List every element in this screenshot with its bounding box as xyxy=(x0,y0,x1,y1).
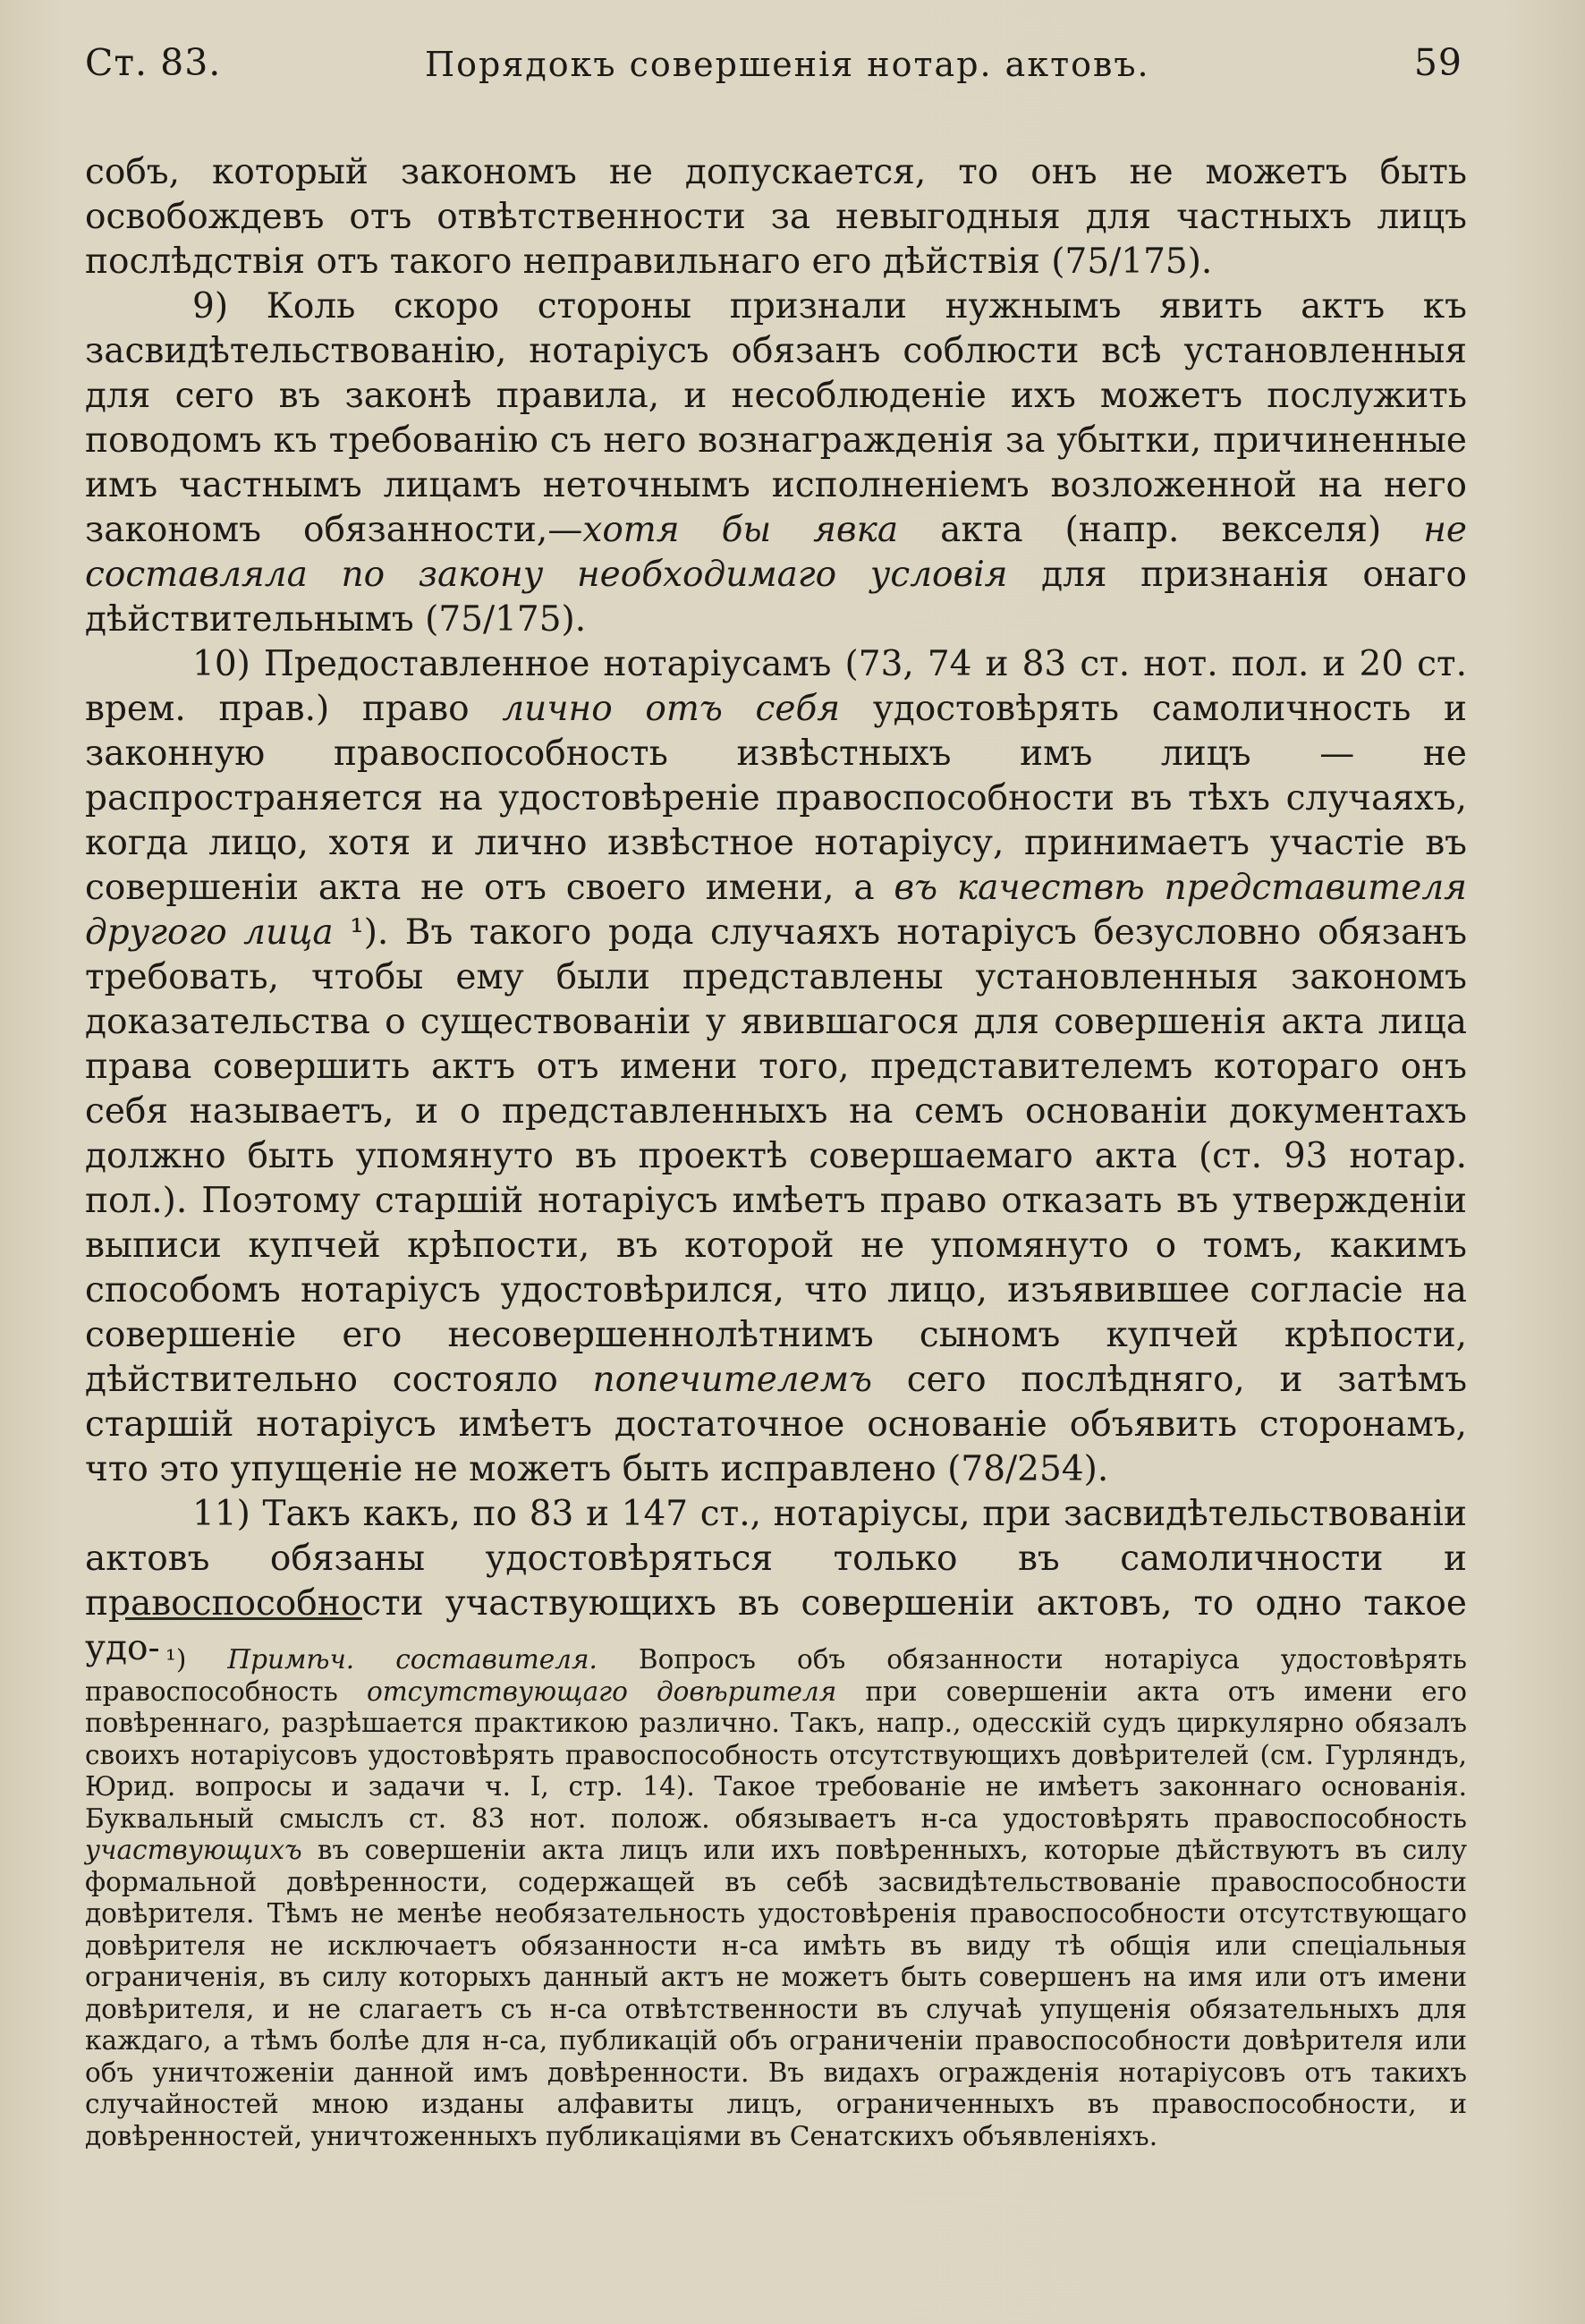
text-run: Вопросъ объ обязанности нотаріуса удостовѣрять правоспособность xyxy=(85,1644,1467,1707)
footnote-paragraph xyxy=(85,1644,1467,2152)
article-reference: Ст. 83. xyxy=(85,41,222,84)
text-run: для признанія онаго дѣйствительнымъ (75/175). xyxy=(85,555,1467,640)
italic-text: попечителемъ xyxy=(592,1360,873,1400)
text-run: удостовѣрять самоличность и законную правоспособность извѣстныхъ имъ лицъ — не распространяется на удостовѣреніе правоспособности въ тѣхъ случаяхъ, когда лицо, хотя и лично извѣстное нотаріусу, принимаетъ участіе въ совершеніи акта не отъ своего имени, а xyxy=(85,689,1468,908)
text-run: 10) Предоставленное нотаріусамъ (73, 74 и 83 ст. нот. пол. и 20 ст. врем. прав.) право xyxy=(85,644,1467,729)
footnote-separator xyxy=(125,1617,362,1620)
italic-text: лично отъ себя xyxy=(502,689,841,729)
paragraph xyxy=(85,284,1467,642)
italic-text: хотя бы явка xyxy=(582,510,899,550)
text-run: ¹). Въ такого рода случаяхъ нотаріусъ безусловно обязанъ требовать, чтобы ему были представлены установленныя закономъ доказательства о существованіи у явившагося для совершенія акта лица права совершить актъ отъ имени того, представителемъ котораго онъ себя называетъ, и о представленныхъ на семъ основаніи документахъ должно быть упомянуто въ проектѣ совершаемаго акта (ст. 93 нотар. пол.). Поэтому старшій нотаріусъ имѣетъ право отказать въ утвержденіи выписи купчей крѣпости, въ которой не упомянуто о томъ, какимъ способомъ нотаріусъ удостовѣрился, что лицо, изъявившее согласіе на совершеніе его несовершеннолѣтнимъ сыномъ купчей крѣпости, дѣйствительно состояло xyxy=(85,912,1468,1400)
text-run: ¹) xyxy=(165,1644,228,1675)
italic-text: Примѣч. составителя. xyxy=(227,1644,598,1675)
text-run: сего послѣдняго, и затѣмъ старшій нотаріусъ имѣетъ достаточное основаніе объявить сторонамъ, что это упущеніе не можетъ быть исправлено (78/254). xyxy=(85,1360,1468,1489)
text-run: 9) Коль скоро стороны признали нужнымъ явить актъ къ засвидѣтельствованію, нотаріусъ обязанъ соблюсти всѣ установленныя для сего въ законѣ правила, и несоблюденіе ихъ можетъ послужить поводомъ къ требованію съ него вознагражденія за убытки, причиненные имъ частнымъ лицамъ неточнымъ исполненіемъ возложенной на него закономъ обязанности,— xyxy=(85,286,1467,550)
paragraph xyxy=(85,150,1467,284)
italic-text: не составляла по закону необходимаго условія xyxy=(85,510,1467,595)
running-header xyxy=(85,32,1462,95)
page-number: 59 xyxy=(1413,41,1462,84)
text-run: собъ, который закономъ не допускается, то онъ не можетъ быть освобождевъ отъ отвѣтственности за невыгодныя для частныхъ лицъ послѣдствія отъ такого неправильнаго его дѣйствія (75/175). xyxy=(85,152,1467,282)
main-text xyxy=(85,150,1467,1671)
text-run: акта (напр. векселя) xyxy=(898,510,1424,550)
text-run: 11) Такъ какъ, по 83 и 147 ст., нотаріусы, при засвидѣтельствованіи актовъ обязаны удостовѣряться только въ самоличности и правоспособности участвующихъ въ совершеніи актовъ, то одно такое удо- xyxy=(85,1494,1467,1668)
italic-text: участвующихъ xyxy=(85,1835,302,1865)
italic-text: отсутствующаго довѣрителя xyxy=(366,1675,837,1707)
footnote xyxy=(85,1644,1467,2152)
text-run: въ совершеніи акта лицъ или ихъ повѣренныхъ, которые дѣйствуютъ въ силу формальной довѣренности, содержащей въ себѣ засвидѣтельствованіе правоспособности довѣрителя. Тѣмъ не менѣе необязательность удостовѣренія правоспособности отсутствующаго довѣрителя не исключаетъ обязанности н-са имѣть въ виду тѣ общія или спеціальныя ограниченія, въ силу которыхъ данный актъ не можетъ быть совершенъ на имя или отъ имени довѣрителя, и не слагаетъ съ н-са отвѣтственности въ случаѣ упущенія обязательныхъ для каждаго, а тѣмъ болѣе для н-са, публикацій объ ограниченіи правоспособности довѣрителя или объ уничтоженіи данной имъ довѣренности. Въ видахъ огражденія нотаріусовъ отъ такихъ случайностей мною изданы алфавиты лицъ, ограниченныхъ въ правоспособности, и довѣренностей, уничтоженныхъ публикаціями въ Сенатскихъ объявленіяхъ. xyxy=(85,1835,1467,2151)
text-run: при совершеніи акта отъ имени его повѣреннаго, разрѣшается практикою различно. Такъ, напр., одесскій судъ циркулярно обязалъ своихъ нотаріусовъ удостовѣрять правоспособность отсутствующихъ довѣрителей (см. Гурляндъ, Юрид. вопросы и задачи ч. I, стр. 14). Такое требованіе не имѣетъ законнаго основанія. Буквальный смыслъ ст. 83 нот. полож. обязываетъ н-са удостовѣрять правоспособность xyxy=(85,1675,1467,1834)
paragraph xyxy=(85,642,1467,1492)
running-title: Порядокъ совершенія нотар. актовъ. xyxy=(425,45,1150,84)
italic-text: въ качествѣ представителя другого лица xyxy=(85,868,1467,953)
